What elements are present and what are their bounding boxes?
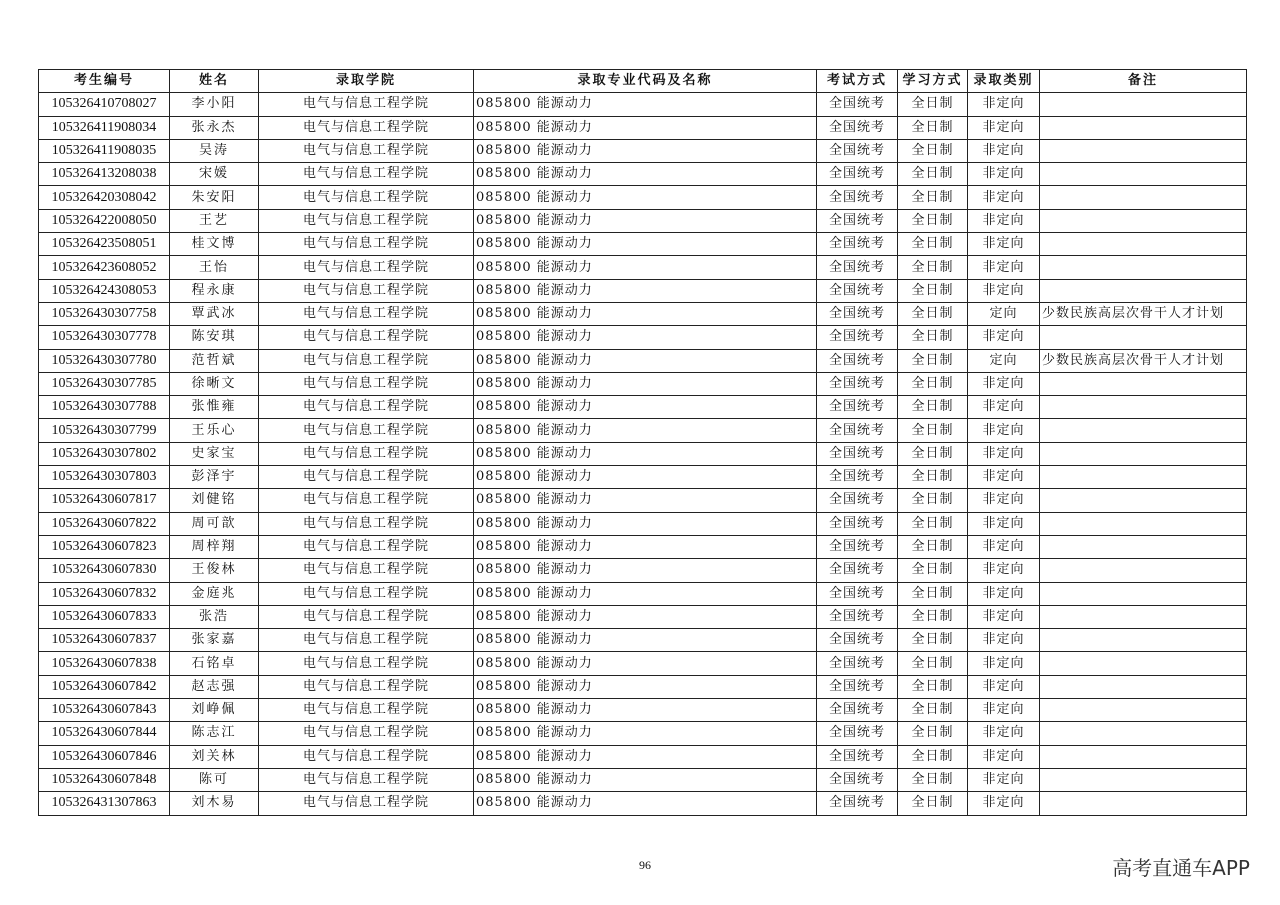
name-cell: 范哲斌 bbox=[170, 349, 259, 372]
candidate-id-cell: 105326430607822 bbox=[39, 512, 170, 535]
name-cell: 陈志江 bbox=[170, 722, 259, 745]
admission-type-cell: 非定向 bbox=[968, 163, 1040, 186]
note-cell bbox=[1040, 372, 1247, 395]
college-cell: 电气与信息工程学院 bbox=[259, 605, 474, 628]
table-row bbox=[39, 582, 1247, 605]
table-row bbox=[39, 605, 1247, 628]
exam-mode-cell: 全国统考 bbox=[817, 233, 898, 256]
candidate-id-cell: 105326430307780 bbox=[39, 349, 170, 372]
note-cell bbox=[1040, 699, 1247, 722]
college-cell: 电气与信息工程学院 bbox=[259, 349, 474, 372]
table-row bbox=[39, 139, 1247, 162]
exam-mode-cell: 全国统考 bbox=[817, 629, 898, 652]
table-row bbox=[39, 209, 1247, 232]
table-row bbox=[39, 675, 1247, 698]
admission-type-cell: 非定向 bbox=[968, 233, 1040, 256]
name-cell: 周可歆 bbox=[170, 512, 259, 535]
table-row bbox=[39, 512, 1247, 535]
major-cell: 085800 能源动力 bbox=[474, 792, 817, 815]
college-cell: 电气与信息工程学院 bbox=[259, 652, 474, 675]
exam-mode-cell: 全国统考 bbox=[817, 139, 898, 162]
name-cell: 程永康 bbox=[170, 279, 259, 302]
major-cell: 085800 能源动力 bbox=[474, 302, 817, 325]
name-cell: 吴涛 bbox=[170, 139, 259, 162]
exam-mode-cell: 全国统考 bbox=[817, 256, 898, 279]
candidate-id-cell: 105326430607830 bbox=[39, 559, 170, 582]
exam-mode-cell: 全国统考 bbox=[817, 792, 898, 815]
name-cell: 金庭兆 bbox=[170, 582, 259, 605]
college-cell: 电气与信息工程学院 bbox=[259, 466, 474, 489]
exam-mode-cell: 全国统考 bbox=[817, 722, 898, 745]
exam-mode-cell: 全国统考 bbox=[817, 326, 898, 349]
major-cell: 085800 能源动力 bbox=[474, 582, 817, 605]
candidate-id-cell: 105326413208038 bbox=[39, 163, 170, 186]
study-mode-cell: 全日制 bbox=[898, 349, 968, 372]
college-cell: 电气与信息工程学院 bbox=[259, 93, 474, 116]
name-cell: 刘关林 bbox=[170, 745, 259, 768]
exam-mode-cell: 全国统考 bbox=[817, 489, 898, 512]
major-cell: 085800 能源动力 bbox=[474, 209, 817, 232]
name-cell: 陈可 bbox=[170, 768, 259, 791]
header-note: 备注 bbox=[1040, 70, 1247, 93]
note-cell bbox=[1040, 326, 1247, 349]
college-cell: 电气与信息工程学院 bbox=[259, 489, 474, 512]
table-row bbox=[39, 442, 1247, 465]
admission-type-cell: 定向 bbox=[968, 349, 1040, 372]
exam-mode-cell: 全国统考 bbox=[817, 116, 898, 139]
table-row bbox=[39, 699, 1247, 722]
header-id: 考生编号 bbox=[39, 70, 170, 93]
name-cell: 刘峥佩 bbox=[170, 699, 259, 722]
college-cell: 电气与信息工程学院 bbox=[259, 768, 474, 791]
study-mode-cell: 全日制 bbox=[898, 233, 968, 256]
exam-mode-cell: 全国统考 bbox=[817, 605, 898, 628]
study-mode-cell: 全日制 bbox=[898, 466, 968, 489]
name-cell: 桂文博 bbox=[170, 233, 259, 256]
exam-mode-cell: 全国统考 bbox=[817, 652, 898, 675]
exam-mode-cell: 全国统考 bbox=[817, 745, 898, 768]
exam-mode-cell: 全国统考 bbox=[817, 349, 898, 372]
major-cell: 085800 能源动力 bbox=[474, 419, 817, 442]
candidate-id-cell: 105326420308042 bbox=[39, 186, 170, 209]
name-cell: 张家嘉 bbox=[170, 629, 259, 652]
note-cell bbox=[1040, 233, 1247, 256]
admission-type-cell: 非定向 bbox=[968, 489, 1040, 512]
admission-type-cell: 非定向 bbox=[968, 139, 1040, 162]
candidate-id-cell: 105326430607832 bbox=[39, 582, 170, 605]
header-exam-mode: 考试方式 bbox=[817, 70, 898, 93]
major-cell: 085800 能源动力 bbox=[474, 396, 817, 419]
college-cell: 电气与信息工程学院 bbox=[259, 722, 474, 745]
candidate-id-cell: 105326411908035 bbox=[39, 139, 170, 162]
major-cell: 085800 能源动力 bbox=[474, 559, 817, 582]
exam-mode-cell: 全国统考 bbox=[817, 466, 898, 489]
admission-table bbox=[38, 69, 1247, 816]
study-mode-cell: 全日制 bbox=[898, 722, 968, 745]
college-cell: 电气与信息工程学院 bbox=[259, 279, 474, 302]
page-number: 96 bbox=[639, 858, 651, 872]
name-cell: 王乐心 bbox=[170, 419, 259, 442]
candidate-id-cell: 105326430307785 bbox=[39, 372, 170, 395]
major-cell: 085800 能源动力 bbox=[474, 256, 817, 279]
college-cell: 电气与信息工程学院 bbox=[259, 163, 474, 186]
name-cell: 史家宝 bbox=[170, 442, 259, 465]
exam-mode-cell: 全国统考 bbox=[817, 209, 898, 232]
college-cell: 电气与信息工程学院 bbox=[259, 419, 474, 442]
note-cell bbox=[1040, 209, 1247, 232]
exam-mode-cell: 全国统考 bbox=[817, 186, 898, 209]
candidate-id-cell: 105326430607842 bbox=[39, 675, 170, 698]
study-mode-cell: 全日制 bbox=[898, 512, 968, 535]
candidate-id-cell: 105326430307778 bbox=[39, 326, 170, 349]
admission-type-cell: 非定向 bbox=[968, 745, 1040, 768]
note-cell bbox=[1040, 605, 1247, 628]
candidate-id-cell: 105326430607823 bbox=[39, 535, 170, 558]
name-cell: 徐晰文 bbox=[170, 372, 259, 395]
admission-type-cell: 非定向 bbox=[968, 93, 1040, 116]
table-row bbox=[39, 722, 1247, 745]
major-cell: 085800 能源动力 bbox=[474, 372, 817, 395]
major-cell: 085800 能源动力 bbox=[474, 699, 817, 722]
exam-mode-cell: 全国统考 bbox=[817, 442, 898, 465]
note-cell: 少数民族高层次骨干人才计划 bbox=[1040, 302, 1247, 325]
major-cell: 085800 能源动力 bbox=[474, 442, 817, 465]
header-college: 录取学院 bbox=[259, 70, 474, 93]
note-cell bbox=[1040, 489, 1247, 512]
study-mode-cell: 全日制 bbox=[898, 675, 968, 698]
college-cell: 电气与信息工程学院 bbox=[259, 233, 474, 256]
note-cell bbox=[1040, 186, 1247, 209]
admission-type-cell: 非定向 bbox=[968, 372, 1040, 395]
study-mode-cell: 全日制 bbox=[898, 489, 968, 512]
table-row bbox=[39, 233, 1247, 256]
name-cell: 刘健铭 bbox=[170, 489, 259, 512]
study-mode-cell: 全日制 bbox=[898, 559, 968, 582]
exam-mode-cell: 全国统考 bbox=[817, 163, 898, 186]
study-mode-cell: 全日制 bbox=[898, 699, 968, 722]
table-row bbox=[39, 186, 1247, 209]
study-mode-cell: 全日制 bbox=[898, 116, 968, 139]
exam-mode-cell: 全国统考 bbox=[817, 582, 898, 605]
study-mode-cell: 全日制 bbox=[898, 745, 968, 768]
exam-mode-cell: 全国统考 bbox=[817, 768, 898, 791]
major-cell: 085800 能源动力 bbox=[474, 605, 817, 628]
note-cell bbox=[1040, 93, 1247, 116]
candidate-id-cell: 105326430607846 bbox=[39, 745, 170, 768]
note-cell bbox=[1040, 629, 1247, 652]
study-mode-cell: 全日制 bbox=[898, 302, 968, 325]
name-cell: 陈安琪 bbox=[170, 326, 259, 349]
exam-mode-cell: 全国统考 bbox=[817, 372, 898, 395]
study-mode-cell: 全日制 bbox=[898, 792, 968, 815]
study-mode-cell: 全日制 bbox=[898, 442, 968, 465]
name-cell: 张惟雍 bbox=[170, 396, 259, 419]
note-cell bbox=[1040, 466, 1247, 489]
college-cell: 电气与信息工程学院 bbox=[259, 745, 474, 768]
college-cell: 电气与信息工程学院 bbox=[259, 675, 474, 698]
table-row bbox=[39, 559, 1247, 582]
major-cell: 085800 能源动力 bbox=[474, 326, 817, 349]
study-mode-cell: 全日制 bbox=[898, 279, 968, 302]
major-cell: 085800 能源动力 bbox=[474, 349, 817, 372]
study-mode-cell: 全日制 bbox=[898, 652, 968, 675]
major-cell: 085800 能源动力 bbox=[474, 139, 817, 162]
major-cell: 085800 能源动力 bbox=[474, 163, 817, 186]
admission-type-cell: 非定向 bbox=[968, 442, 1040, 465]
exam-mode-cell: 全国统考 bbox=[817, 535, 898, 558]
candidate-id-cell: 105326430607843 bbox=[39, 699, 170, 722]
table-row bbox=[39, 489, 1247, 512]
note-cell bbox=[1040, 279, 1247, 302]
note-cell bbox=[1040, 792, 1247, 815]
table-row bbox=[39, 535, 1247, 558]
admission-type-cell: 非定向 bbox=[968, 116, 1040, 139]
table-row bbox=[39, 279, 1247, 302]
note-cell bbox=[1040, 559, 1247, 582]
table-row bbox=[39, 745, 1247, 768]
exam-mode-cell: 全国统考 bbox=[817, 396, 898, 419]
table-row bbox=[39, 302, 1247, 325]
note-cell bbox=[1040, 396, 1247, 419]
admission-type-cell: 非定向 bbox=[968, 512, 1040, 535]
candidate-id-cell: 105326430607833 bbox=[39, 605, 170, 628]
candidate-id-cell: 105326423608052 bbox=[39, 256, 170, 279]
admission-type-cell: 非定向 bbox=[968, 699, 1040, 722]
header-name: 姓名 bbox=[170, 70, 259, 93]
note-cell bbox=[1040, 442, 1247, 465]
major-cell: 085800 能源动力 bbox=[474, 629, 817, 652]
table-row bbox=[39, 768, 1247, 791]
study-mode-cell: 全日制 bbox=[898, 209, 968, 232]
major-cell: 085800 能源动力 bbox=[474, 489, 817, 512]
study-mode-cell: 全日制 bbox=[898, 93, 968, 116]
admission-type-cell: 非定向 bbox=[968, 629, 1040, 652]
note-cell bbox=[1040, 582, 1247, 605]
study-mode-cell: 全日制 bbox=[898, 139, 968, 162]
admission-type-cell: 非定向 bbox=[968, 256, 1040, 279]
major-cell: 085800 能源动力 bbox=[474, 512, 817, 535]
study-mode-cell: 全日制 bbox=[898, 186, 968, 209]
table-row bbox=[39, 93, 1247, 116]
major-cell: 085800 能源动力 bbox=[474, 652, 817, 675]
note-cell bbox=[1040, 139, 1247, 162]
college-cell: 电气与信息工程学院 bbox=[259, 442, 474, 465]
name-cell: 石铭卓 bbox=[170, 652, 259, 675]
name-cell: 覃武冰 bbox=[170, 302, 259, 325]
note-cell bbox=[1040, 163, 1247, 186]
name-cell: 李小阳 bbox=[170, 93, 259, 116]
name-cell: 张永杰 bbox=[170, 116, 259, 139]
college-cell: 电气与信息工程学院 bbox=[259, 699, 474, 722]
watermark-logo-text: 高考直通车APP bbox=[1112, 856, 1250, 880]
college-cell: 电气与信息工程学院 bbox=[259, 302, 474, 325]
candidate-id-cell: 105326431307863 bbox=[39, 792, 170, 815]
study-mode-cell: 全日制 bbox=[898, 535, 968, 558]
exam-mode-cell: 全国统考 bbox=[817, 559, 898, 582]
major-cell: 085800 能源动力 bbox=[474, 535, 817, 558]
exam-mode-cell: 全国统考 bbox=[817, 93, 898, 116]
admission-type-cell: 非定向 bbox=[968, 722, 1040, 745]
admission-type-cell: 非定向 bbox=[968, 279, 1040, 302]
college-cell: 电气与信息工程学院 bbox=[259, 116, 474, 139]
admission-type-cell: 非定向 bbox=[968, 186, 1040, 209]
table-row bbox=[39, 256, 1247, 279]
college-cell: 电气与信息工程学院 bbox=[259, 139, 474, 162]
admission-type-cell: 非定向 bbox=[968, 652, 1040, 675]
college-cell: 电气与信息工程学院 bbox=[259, 582, 474, 605]
note-cell bbox=[1040, 419, 1247, 442]
note-cell bbox=[1040, 512, 1247, 535]
major-cell: 085800 能源动力 bbox=[474, 675, 817, 698]
name-cell: 刘木易 bbox=[170, 792, 259, 815]
candidate-id-cell: 105326430607848 bbox=[39, 768, 170, 791]
name-cell: 彭泽宇 bbox=[170, 466, 259, 489]
candidate-id-cell: 105326430607837 bbox=[39, 629, 170, 652]
table-row bbox=[39, 629, 1247, 652]
candidate-id-cell: 105326430307803 bbox=[39, 466, 170, 489]
major-cell: 085800 能源动力 bbox=[474, 116, 817, 139]
note-cell bbox=[1040, 745, 1247, 768]
admission-type-cell: 非定向 bbox=[968, 768, 1040, 791]
admission-type-cell: 非定向 bbox=[968, 675, 1040, 698]
admission-type-cell: 非定向 bbox=[968, 326, 1040, 349]
note-cell bbox=[1040, 652, 1247, 675]
major-cell: 085800 能源动力 bbox=[474, 722, 817, 745]
college-cell: 电气与信息工程学院 bbox=[259, 535, 474, 558]
major-cell: 085800 能源动力 bbox=[474, 745, 817, 768]
candidate-id-cell: 105326424308053 bbox=[39, 279, 170, 302]
study-mode-cell: 全日制 bbox=[898, 256, 968, 279]
study-mode-cell: 全日制 bbox=[898, 582, 968, 605]
note-cell bbox=[1040, 535, 1247, 558]
college-cell: 电气与信息工程学院 bbox=[259, 372, 474, 395]
admission-type-cell: 非定向 bbox=[968, 396, 1040, 419]
exam-mode-cell: 全国统考 bbox=[817, 699, 898, 722]
major-cell: 085800 能源动力 bbox=[474, 466, 817, 489]
candidate-id-cell: 105326430307799 bbox=[39, 419, 170, 442]
candidate-id-cell: 105326430607844 bbox=[39, 722, 170, 745]
note-cell bbox=[1040, 768, 1247, 791]
note-cell bbox=[1040, 675, 1247, 698]
table-row bbox=[39, 466, 1247, 489]
college-cell: 电气与信息工程学院 bbox=[259, 209, 474, 232]
header-row bbox=[39, 70, 1247, 93]
header-study-mode: 学习方式 bbox=[898, 70, 968, 93]
candidate-id-cell: 105326410708027 bbox=[39, 93, 170, 116]
table-row bbox=[39, 792, 1247, 815]
candidate-id-cell: 105326430607838 bbox=[39, 652, 170, 675]
study-mode-cell: 全日制 bbox=[898, 605, 968, 628]
admission-type-cell: 非定向 bbox=[968, 535, 1040, 558]
name-cell: 王俊林 bbox=[170, 559, 259, 582]
name-cell: 宋媛 bbox=[170, 163, 259, 186]
table-body bbox=[39, 93, 1247, 815]
college-cell: 电气与信息工程学院 bbox=[259, 256, 474, 279]
table-row bbox=[39, 116, 1247, 139]
exam-mode-cell: 全国统考 bbox=[817, 419, 898, 442]
study-mode-cell: 全日制 bbox=[898, 629, 968, 652]
name-cell: 王怡 bbox=[170, 256, 259, 279]
table-row bbox=[39, 349, 1247, 372]
study-mode-cell: 全日制 bbox=[898, 372, 968, 395]
candidate-id-cell: 105326430607817 bbox=[39, 489, 170, 512]
note-cell bbox=[1040, 256, 1247, 279]
college-cell: 电气与信息工程学院 bbox=[259, 326, 474, 349]
study-mode-cell: 全日制 bbox=[898, 396, 968, 419]
name-cell: 周梓翔 bbox=[170, 535, 259, 558]
name-cell: 王艺 bbox=[170, 209, 259, 232]
table-row bbox=[39, 163, 1247, 186]
admission-type-cell: 非定向 bbox=[968, 792, 1040, 815]
college-cell: 电气与信息工程学院 bbox=[259, 512, 474, 535]
admission-type-cell: 非定向 bbox=[968, 559, 1040, 582]
college-cell: 电气与信息工程学院 bbox=[259, 792, 474, 815]
candidate-id-cell: 105326423508051 bbox=[39, 233, 170, 256]
candidate-id-cell: 105326430307758 bbox=[39, 302, 170, 325]
college-cell: 电气与信息工程学院 bbox=[259, 396, 474, 419]
table-row bbox=[39, 372, 1247, 395]
table-row bbox=[39, 396, 1247, 419]
major-cell: 085800 能源动力 bbox=[474, 93, 817, 116]
admission-type-cell: 非定向 bbox=[968, 419, 1040, 442]
candidate-id-cell: 105326430307788 bbox=[39, 396, 170, 419]
exam-mode-cell: 全国统考 bbox=[817, 675, 898, 698]
exam-mode-cell: 全国统考 bbox=[817, 279, 898, 302]
exam-mode-cell: 全国统考 bbox=[817, 512, 898, 535]
admission-type-cell: 非定向 bbox=[968, 466, 1040, 489]
study-mode-cell: 全日制 bbox=[898, 419, 968, 442]
candidate-id-cell: 105326430307802 bbox=[39, 442, 170, 465]
name-cell: 朱安阳 bbox=[170, 186, 259, 209]
exam-mode-cell: 全国统考 bbox=[817, 302, 898, 325]
admission-type-cell: 非定向 bbox=[968, 605, 1040, 628]
header-admission-type: 录取类别 bbox=[968, 70, 1040, 93]
candidate-id-cell: 105326411908034 bbox=[39, 116, 170, 139]
study-mode-cell: 全日制 bbox=[898, 163, 968, 186]
major-cell: 085800 能源动力 bbox=[474, 279, 817, 302]
admission-type-cell: 非定向 bbox=[968, 209, 1040, 232]
table-row bbox=[39, 326, 1247, 349]
study-mode-cell: 全日制 bbox=[898, 326, 968, 349]
table-row bbox=[39, 419, 1247, 442]
major-cell: 085800 能源动力 bbox=[474, 186, 817, 209]
note-cell: 少数民族高层次骨干人才计划 bbox=[1040, 349, 1247, 372]
study-mode-cell: 全日制 bbox=[898, 768, 968, 791]
admission-type-cell: 非定向 bbox=[968, 582, 1040, 605]
college-cell: 电气与信息工程学院 bbox=[259, 559, 474, 582]
table-row bbox=[39, 652, 1247, 675]
candidate-id-cell: 105326422008050 bbox=[39, 209, 170, 232]
college-cell: 电气与信息工程学院 bbox=[259, 629, 474, 652]
header-major: 录取专业代码及名称 bbox=[474, 70, 817, 93]
college-cell: 电气与信息工程学院 bbox=[259, 186, 474, 209]
major-cell: 085800 能源动力 bbox=[474, 233, 817, 256]
admission-type-cell: 定向 bbox=[968, 302, 1040, 325]
name-cell: 赵志强 bbox=[170, 675, 259, 698]
name-cell: 张浩 bbox=[170, 605, 259, 628]
major-cell: 085800 能源动力 bbox=[474, 768, 817, 791]
note-cell bbox=[1040, 116, 1247, 139]
note-cell bbox=[1040, 722, 1247, 745]
